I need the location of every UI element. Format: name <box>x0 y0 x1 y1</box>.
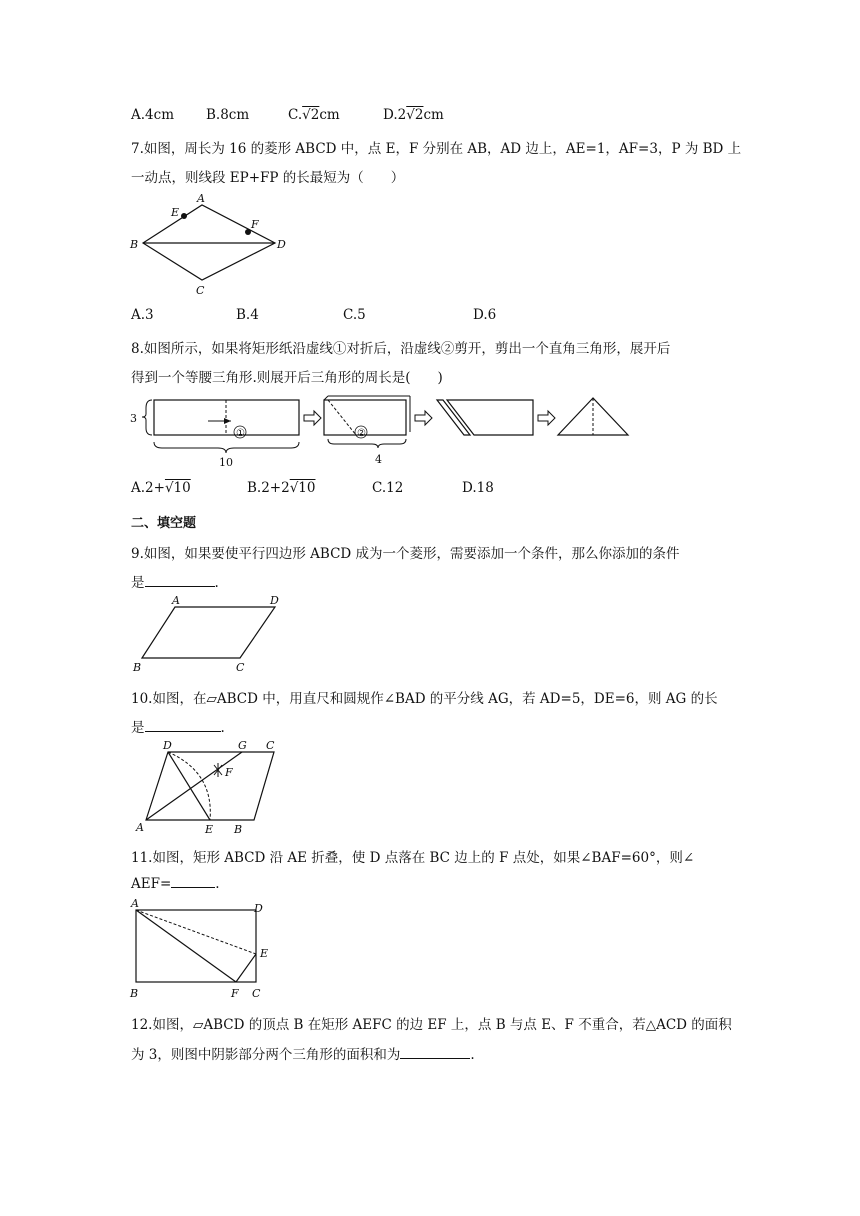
q8-text-line1: 8.如图所示，如果将矩形纸沿虚线①对折后，沿虚线②剪开，剪出一个直角三角形，展开后 <box>131 341 671 357</box>
q7-label-d: D <box>277 238 286 251</box>
q10-text-line1: 10.如图，在▱ABCD 中，用直尺和圆规作∠BAD 的平分线 AG，若 AD=5，DE=6，则 AG 的长 <box>131 691 718 707</box>
q10-label-a: A <box>136 821 144 834</box>
q8-option-c: C.12 <box>372 480 404 496</box>
q8-text-line2: 得到一个等腰三角形.则展开后三角形的周长是( ) <box>131 370 443 386</box>
q11-label-a: A <box>131 897 139 910</box>
q8-label-4: 4 <box>375 453 382 466</box>
q10-parallelogram-figure <box>130 738 290 838</box>
q9-label-c: C <box>236 661 245 674</box>
q9-text-line2: 是 . <box>131 575 219 591</box>
q7-text-line1: 7.如图，周长为 16 的菱形 ABCD 中，点 E，F 分别在 AB，AD 边上，AE=1，AF=3，P 为 BD 上 <box>131 141 742 157</box>
q11-label-d: D <box>254 902 263 915</box>
q6-option-a: A.4cm <box>131 107 174 123</box>
q8-label-circle2: ② <box>357 428 366 439</box>
q6-option-c: C.√2cm <box>288 107 340 123</box>
q11-text-line2: AEF= . <box>131 876 220 892</box>
q7-option-c: C.5 <box>343 307 366 323</box>
q10-label-d: D <box>163 739 172 752</box>
q10-label-g: G <box>238 739 247 752</box>
q11-label-f: F <box>231 987 239 1000</box>
q8-label-10: 10 <box>219 456 233 469</box>
q10-label-c: C <box>266 739 275 752</box>
q11-label-c: C <box>252 987 261 1000</box>
q9-parallelogram-figure <box>130 595 290 675</box>
q10-answer-blank[interactable] <box>145 719 221 732</box>
q9-text-line1: 9.如图，如果要使平行四边形 ABCD 成为一个菱形，需要添加一个条件，那么你添加的条件 <box>131 546 680 562</box>
q11-rectangle-figure <box>128 896 278 1006</box>
q7-text-line2: 一动点，则线段 EP+FP 的长最短为（ ） <box>131 170 405 186</box>
q7-label-f: F <box>251 218 259 231</box>
q8-option-b: B.2+2√10 <box>247 480 316 496</box>
q8-fold-figure <box>128 390 628 472</box>
q11-label-b: B <box>130 987 139 1000</box>
q8-label-circle1: ① <box>236 428 245 439</box>
q10-label-e: E <box>205 823 214 836</box>
q7-label-c: C <box>196 284 205 297</box>
q12-text-line2: 为 3，则图中阴影部分两个三角形的面积和为 . <box>131 1047 475 1063</box>
q10-label-f: F <box>225 766 233 779</box>
q9-answer-blank[interactable] <box>145 574 215 587</box>
q6-option-b: B.8cm <box>206 107 250 123</box>
q11-label-e: E <box>260 947 269 960</box>
q10-label-b: B <box>234 823 243 836</box>
q7-option-d: D.6 <box>473 307 497 323</box>
q9-label-d: D <box>270 594 279 607</box>
q12-answer-blank[interactable] <box>400 1046 470 1059</box>
q9-label-b: B <box>133 661 142 674</box>
section-title: 二、填空题 <box>131 516 197 531</box>
q10-text-line2: 是 . <box>131 720 225 736</box>
q7-rhombus-figure <box>125 190 295 300</box>
q7-option-a: A.3 <box>131 307 154 323</box>
q7-label-a: A <box>197 192 205 205</box>
q7-label-e: E <box>171 206 180 219</box>
q7-option-b: B.4 <box>236 307 259 323</box>
q6-option-d: D.2√2cm <box>383 107 444 123</box>
q9-label-a: A <box>172 594 180 607</box>
q8-option-a: A.2+√10 <box>131 480 191 496</box>
q11-text-line1: 11.如图，矩形 ABCD 沿 AE 折叠，使 D 点落在 BC 边上的 F 点处，如果∠BAF=60°，则∠ <box>131 850 695 866</box>
q12-text-line1: 12.如图，▱ABCD 的顶点 B 在矩形 AEFC 的边 EF 上，点 B 与点 E、F 不重合，若△ACD 的面积 <box>131 1017 732 1033</box>
q7-label-b: B <box>130 238 139 251</box>
q8-label-3: 3 <box>130 412 137 425</box>
q8-option-d: D.18 <box>462 480 494 496</box>
q11-answer-blank[interactable] <box>171 875 215 888</box>
